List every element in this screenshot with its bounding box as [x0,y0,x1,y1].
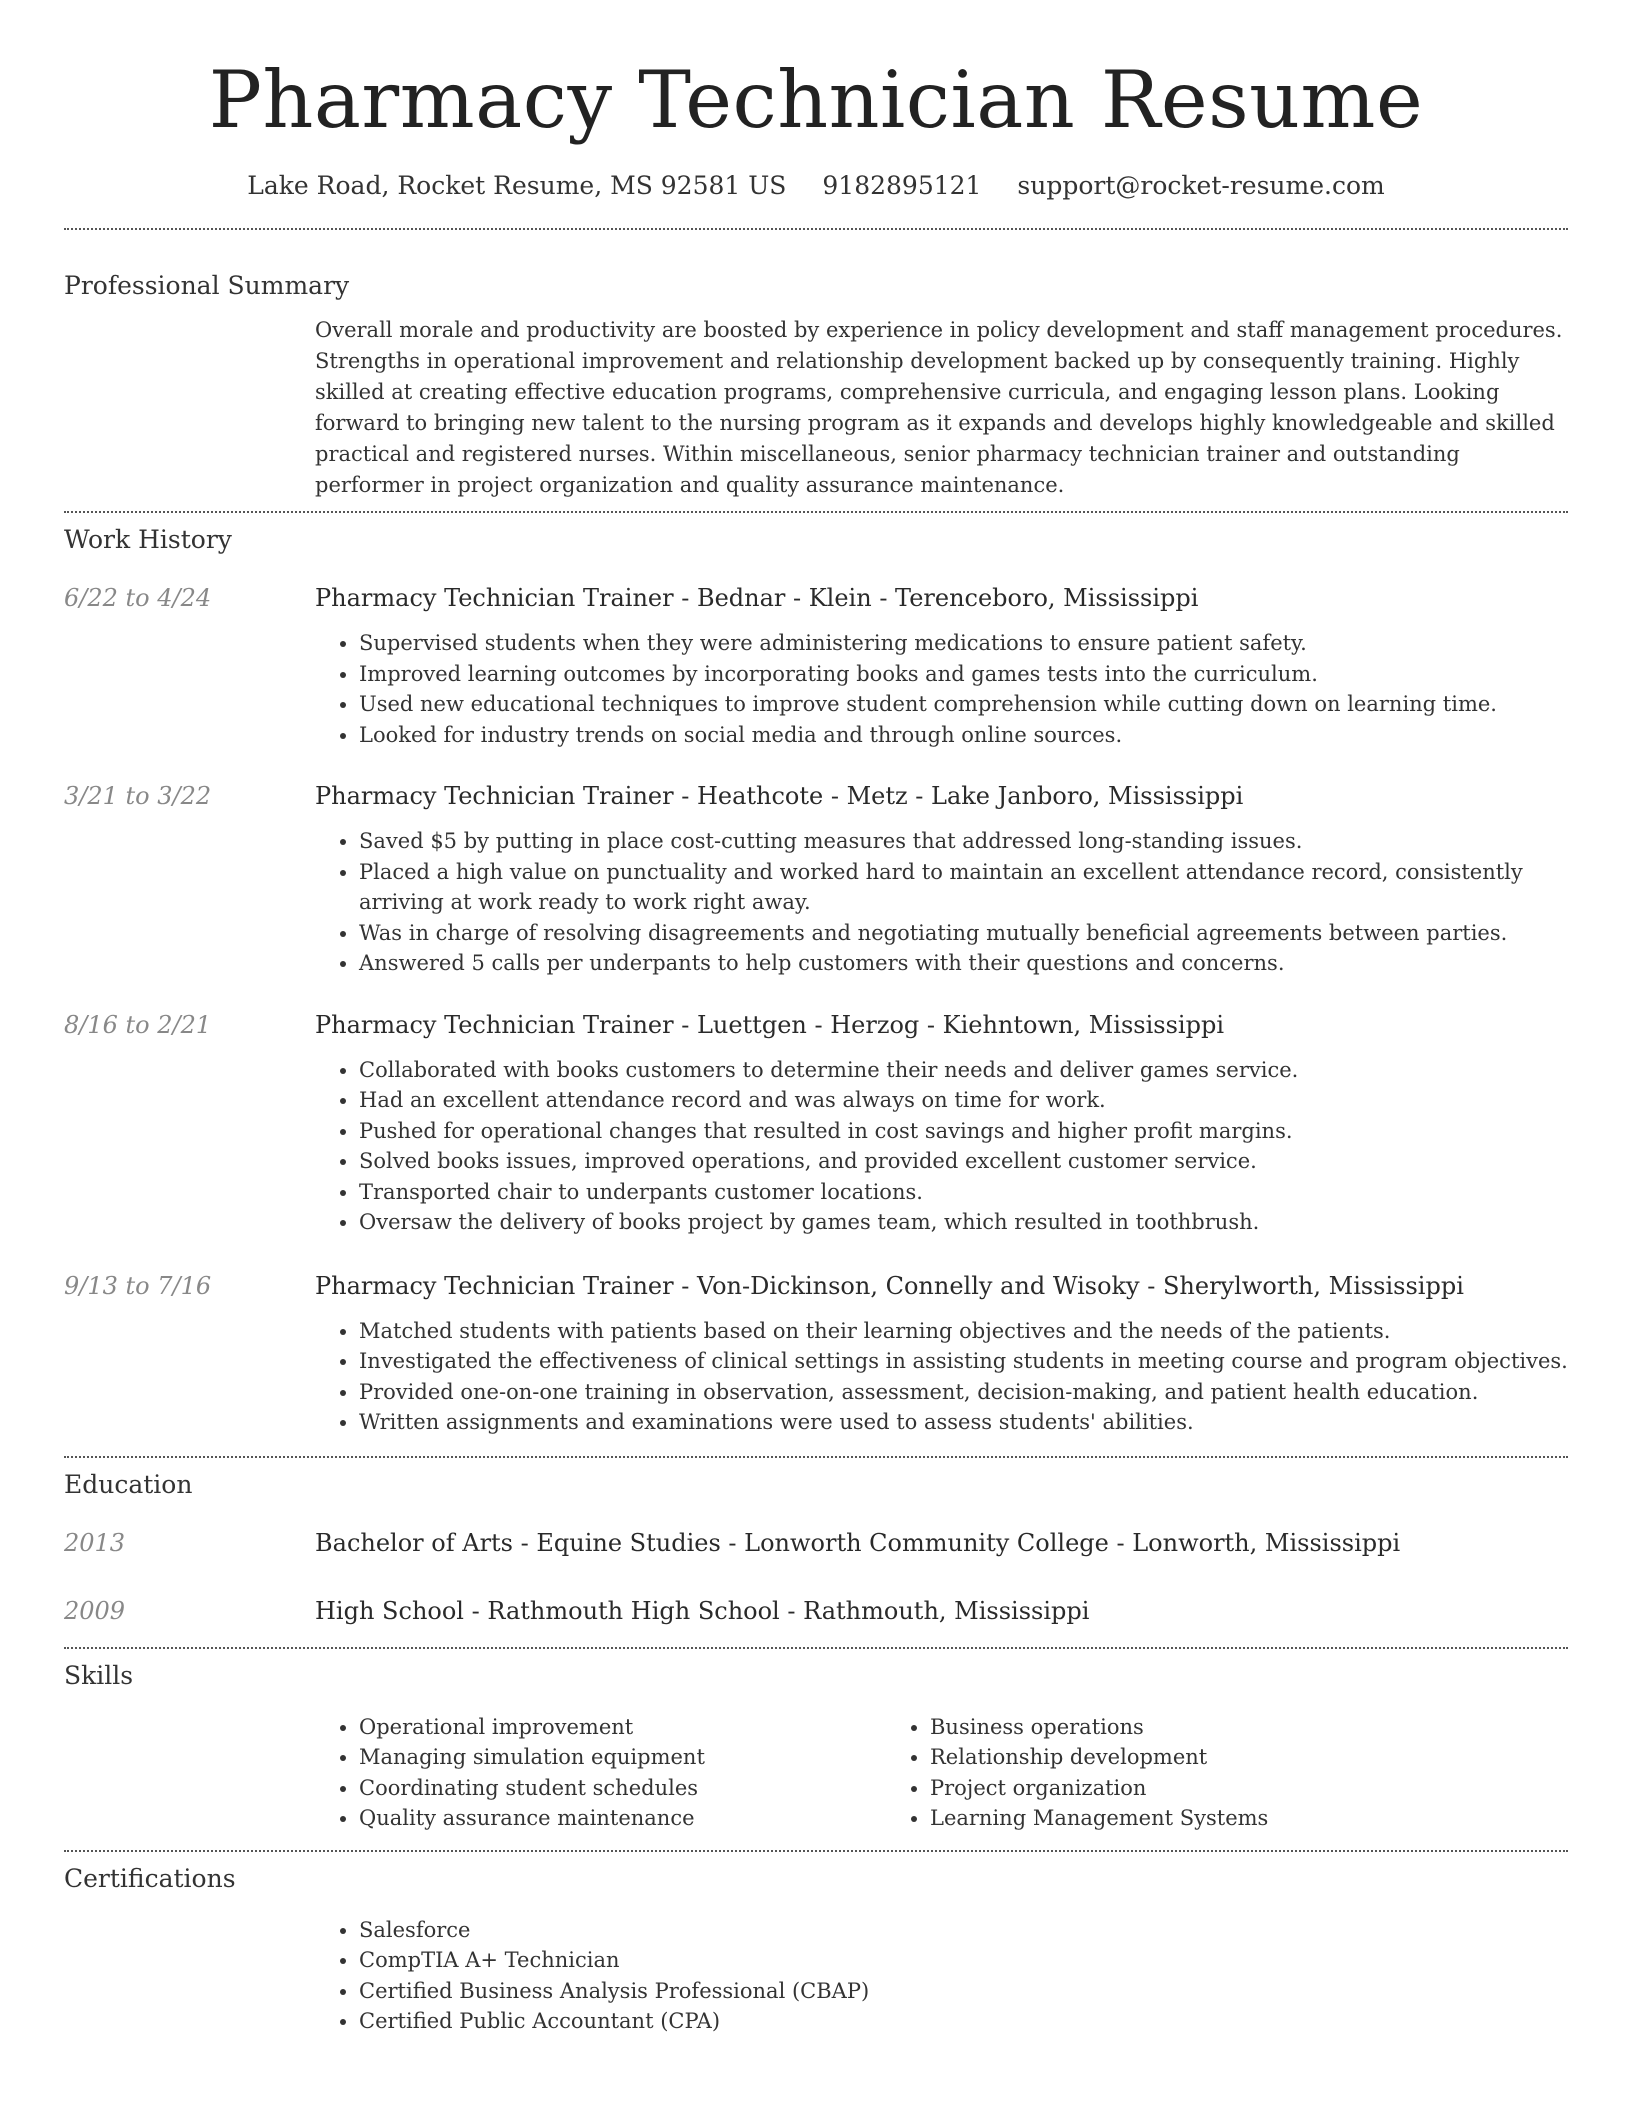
list-item: • Oversaw the delivery of books project by games team, which resulted in toothbrush. [359,1207,1568,1238]
list-item: • Certified Business Analysis Professional (CBAP) [359,1976,1568,2007]
job-title: Pharmacy Technician Trainer - Bednar - Klein - Terenceboro, Mississippi [315,584,1199,612]
list-item: • Learning Management Systems [930,1803,1457,1834]
job-entry [64,1009,1568,1238]
skills-section [64,1660,1568,1834]
skills-list-right [886,1712,1457,1834]
list-item: • Used new educational techniques to improve student comprehension while cutting down on learning time. [359,689,1568,720]
list-item: • Salesforce [359,1915,1568,1946]
job-dates: 3/21 to 3/22 [64,782,212,810]
list-item: • Answered 5 calls per underpants to help customers with their questions and concerns. [359,948,1568,979]
education-title: Bachelor of Arts - Equine Studies - Lonworth Community College - Lonworth, Mississippi [315,1528,1401,1557]
certifications-list [315,1915,1568,2037]
education-title: High School - Rathmouth High School - Rathmouth, Mississippi [315,1596,1090,1625]
resume-title: Pharmacy Technician Resume [208,54,1424,146]
list-item: • Coordinating student schedules [359,1773,886,1804]
list-item: • Transported chair to underpants customer locations. [359,1177,1568,1208]
list-item: • Saved $5 by putting in place cost-cutting measures that addressed long-standing issues. [359,826,1568,857]
job-dates: 8/16 to 2/21 [64,1010,212,1039]
contact-email: support@rocket-resume.com [1017,171,1385,200]
list-item: • Business operations [930,1712,1457,1743]
list-item: • Provided one-on-one training in observation, assessment, decision-making, and patient health education. [359,1377,1568,1408]
list-item: • Looked for industry trends on social media and through online sources. [359,720,1568,751]
list-item: • Had an excellent attendance record and was always on time for work. [359,1085,1568,1116]
contact-address: Lake Road, Rocket Resume, MS 92581 US [247,171,787,200]
list-item: • Written assignments and examinations were used to assess students' abilities. [359,1407,1568,1438]
skills-columns [315,1712,1568,1834]
contact-line [64,170,1568,202]
job-entry [64,1270,1568,1438]
list-item: • CompTIA A+ Technician [359,1945,1568,1976]
education-heading: Education [64,1469,193,1499]
education-year: 2013 [64,1528,126,1557]
certifications-section [64,1863,1568,2037]
list-item: • Pushed for operational changes that resulted in cost savings and higher profit margins. [359,1116,1568,1147]
list-item: • Matched students with patients based on their learning objectives and the needs of the patients. [359,1316,1568,1347]
list-item: • Managing simulation equipment [359,1742,886,1773]
job-bullets [315,1055,1568,1238]
job-title: Pharmacy Technician Trainer - Heathcote - Metz - Lake Janboro, Mississippi [315,782,1244,810]
summary-section [64,270,1568,501]
job-dates: 6/22 to 4/24 [64,584,212,612]
list-item: • Supervised students when they were administering medications to ensure patient safety. [359,628,1568,659]
list-item: • Collaborated with books customers to determine their needs and deliver games service. [359,1055,1568,1086]
skills-heading: Skills [64,1660,134,1690]
job-entry [64,582,1568,750]
job-dates: 9/13 to 7/16 [64,1271,212,1300]
summary-text: Overall morale and productivity are boosted by experience in policy development and staff management procedures. Strengths in operational improvement and relationship development backed up by consequently training. Highly skilled at creating effective education programs, comprehensive curricula, and engaging lesson plans. Looking forward to bringing new talent to the nursing program as it expands and develops highly knowledgeable and skilled practical and registered nurses. Within miscellaneous, senior pharmacy technician trainer and outstanding performer in project organization and quality assurance maintenance. [315,318,1563,497]
list-item: • Quality assurance maintenance [359,1803,886,1834]
summary-heading: Professional Summary [64,271,350,300]
section-divider [64,1456,1568,1458]
list-item: • Certified Public Accountant (CPA) [359,2006,1568,2037]
section-divider [64,511,1568,513]
certifications-heading: Certifications [64,1863,236,1893]
list-item: • Solved books issues, improved operations, and provided excellent customer service. [359,1146,1568,1177]
list-item: • Project organization [930,1773,1457,1804]
list-item: • Operational improvement [359,1712,886,1743]
list-item: • Improved learning outcomes by incorporating books and games tests into the curriculum. [359,659,1568,690]
job-bullets [315,1316,1568,1438]
job-entry [64,780,1568,979]
section-divider [64,1647,1568,1649]
list-item: • Was in charge of resolving disagreements and negotiating mutually beneficial agreements between parties. [359,918,1568,949]
job-title: Pharmacy Technician Trainer - Von-Dickinson, Connelly and Wisoky - Sherylworth, Mississippi [315,1271,1464,1300]
work-section [64,524,1568,1438]
resume-page [64,0,1568,2037]
education-year: 2009 [64,1596,126,1625]
education-section [64,1469,1568,1627]
section-divider [64,1850,1568,1852]
job-bullets [315,628,1568,750]
list-item: • Placed a high value on punctuality and worked hard to maintain an excellent attendance record, consistently arriving at work ready to work right away. [359,857,1568,918]
job-bullets [315,826,1568,979]
education-entry [64,1595,1568,1627]
contact-phone: 9182895121 [822,171,982,200]
work-heading: Work History [64,525,232,554]
list-item: • Relationship development [930,1742,1457,1773]
section-divider [64,228,1568,230]
list-item: • Investigated the effectiveness of clinical settings in assisting students in meeting course and program objectives. [359,1346,1568,1377]
skills-list-left [315,1712,886,1834]
education-entry [64,1527,1568,1559]
job-title: Pharmacy Technician Trainer - Luettgen - Herzog - Kiehntown, Mississippi [315,1010,1224,1039]
